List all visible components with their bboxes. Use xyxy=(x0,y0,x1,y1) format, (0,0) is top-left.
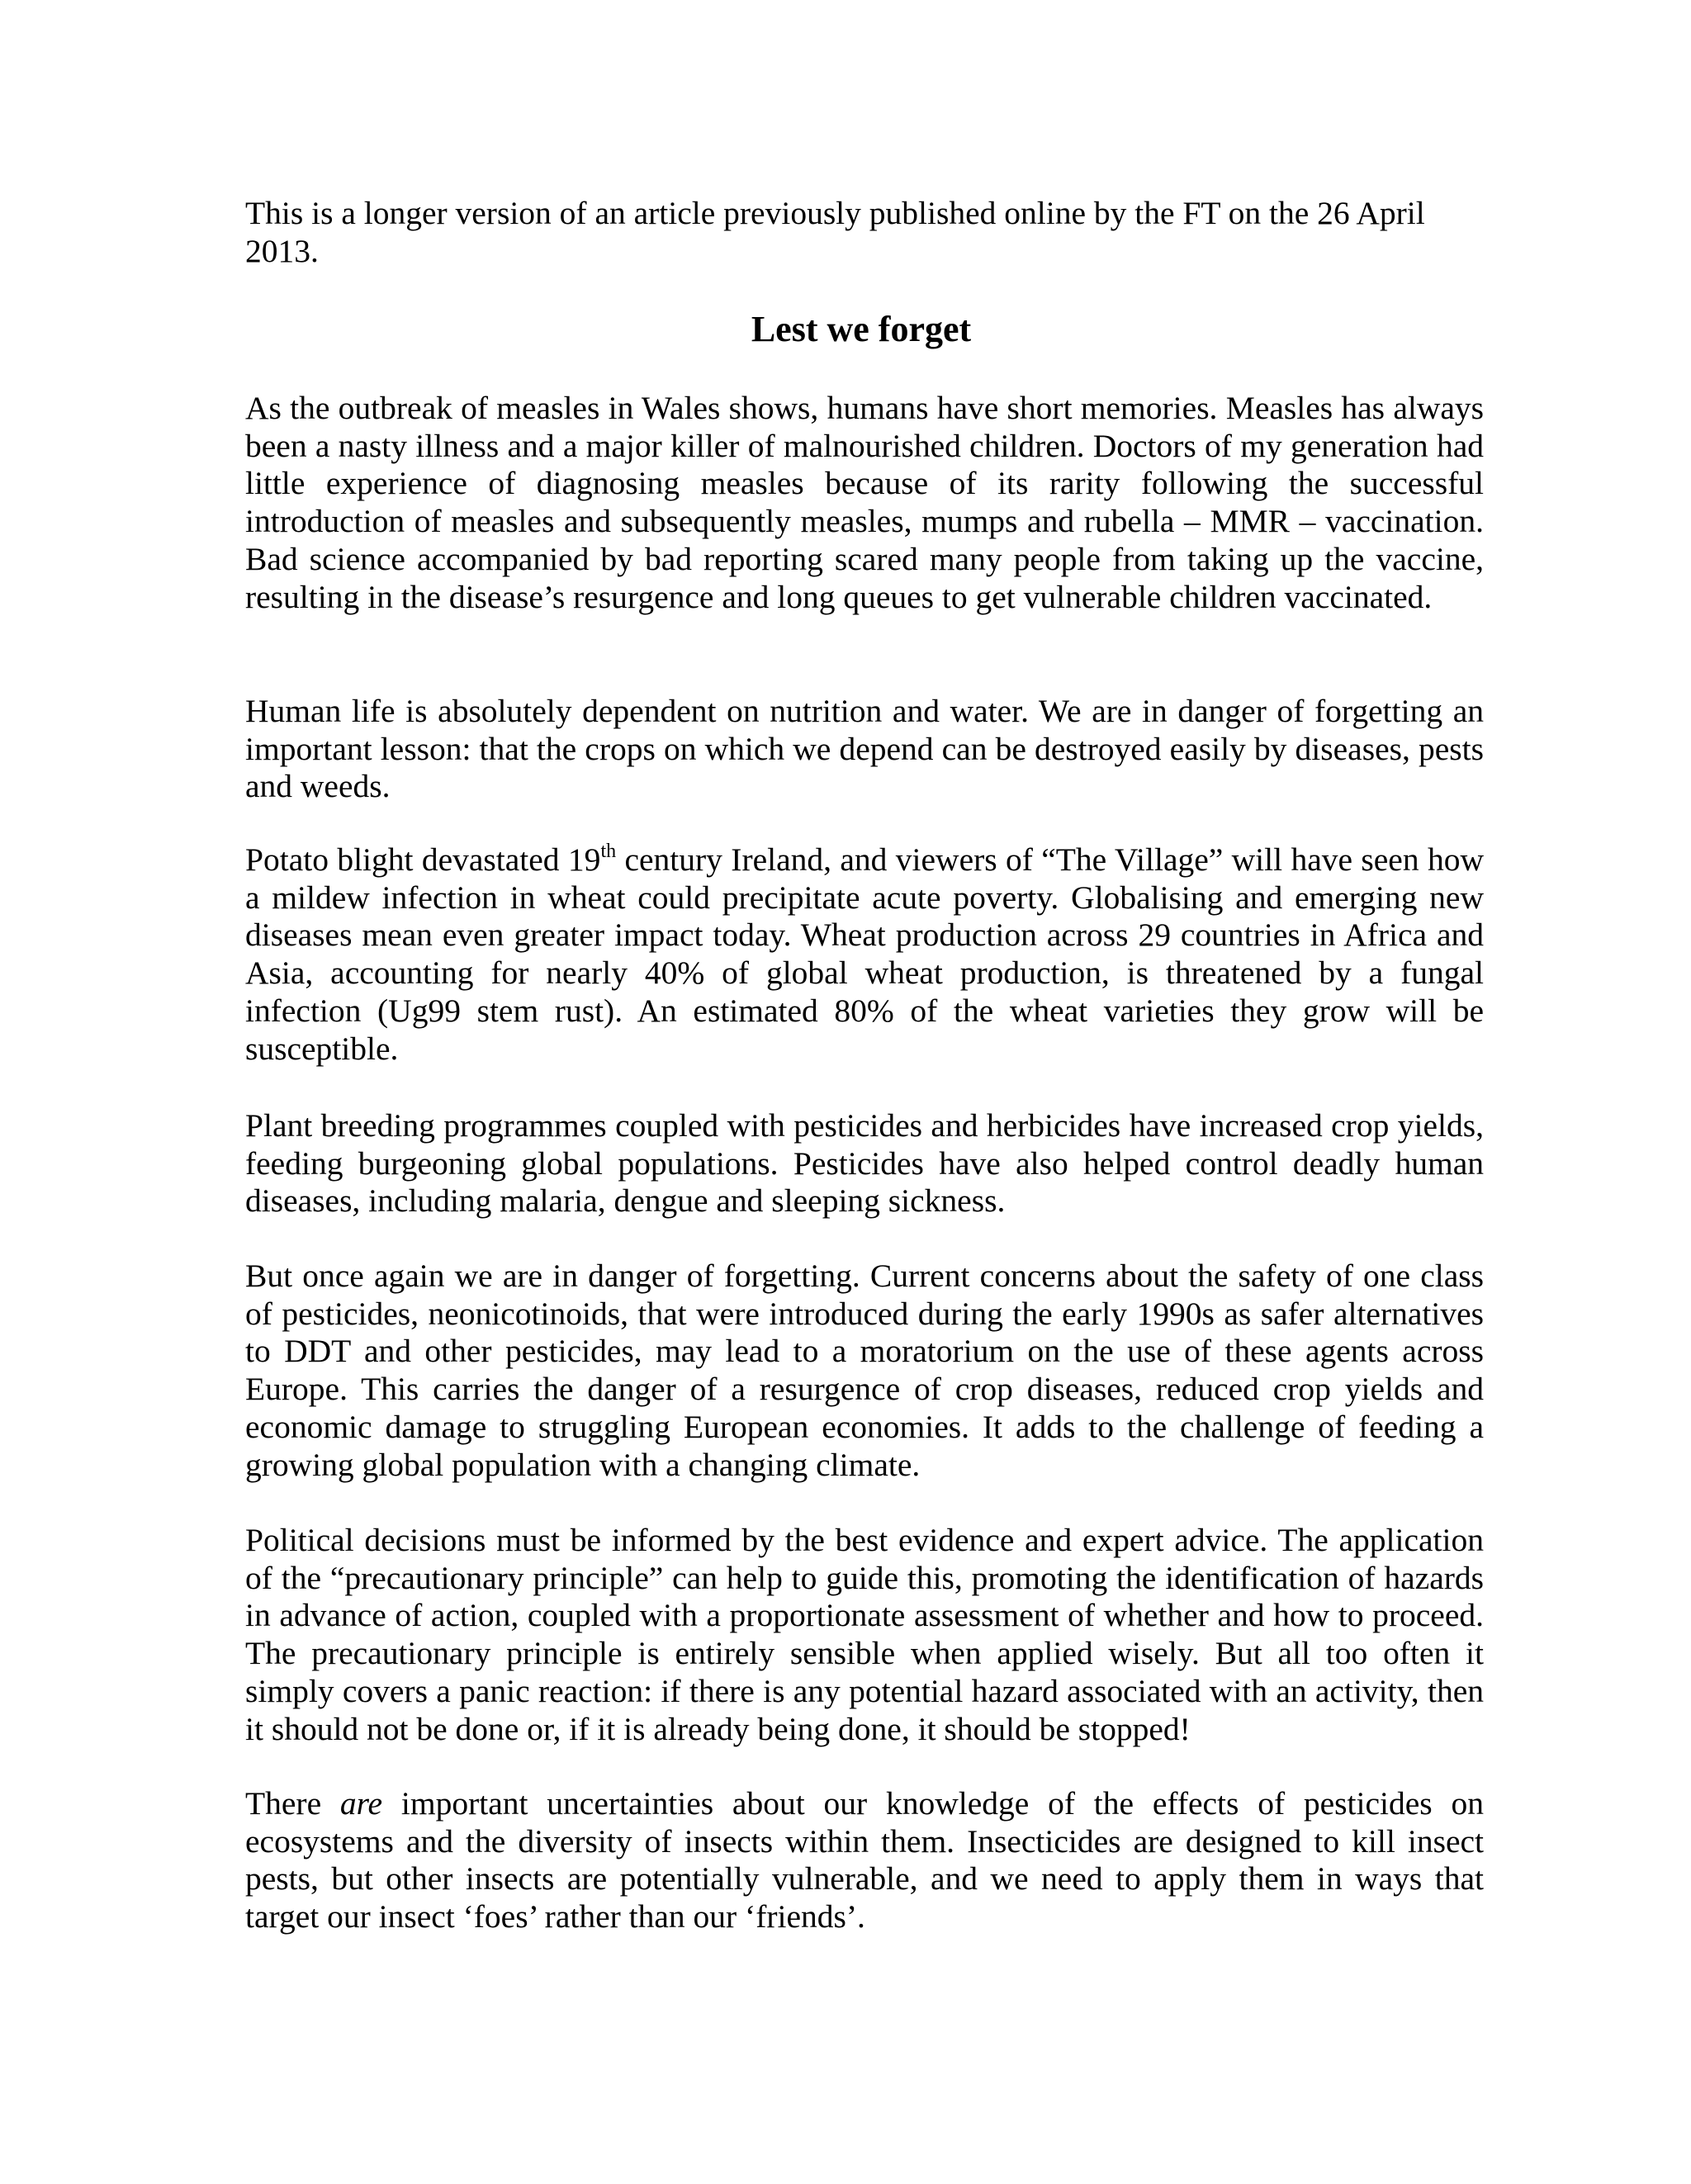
p3-text-a: Potato blight devastated 19 xyxy=(245,841,601,878)
paragraph-3 xyxy=(245,841,1484,1068)
p7-text-b: important uncertainties about our knowledge of the effects of pesticides on ecosystems and the diversity of insects within them. Insecticides are designed to kill insect pests, but other insects are potentially vulnerable, and we need to apply them in ways that target our insect ‘foes’ rather than our ‘friends’. xyxy=(245,1785,1484,1935)
paragraph-6: Political decisions must be informed by the best evidence and expert advice. The application of the “precautionary principle” can help to guide this, promoting the identification of hazards in advance of action, coupled with a proportionate assessment of whether and how to proceed. The precautionary principle is entirely sensible when applied wisely. But all too often it simply covers a panic reaction: if there is any potential hazard associated with an activity, then it should not be done or, if it is already being done, it should be stopped! xyxy=(245,1522,1484,1747)
p3-text-b: century Ireland, and viewers of “The Village” will have seen how a mildew infection in wheat could precipitate acute poverty. Globalising and emerging new diseases mean even greater impact today. Wheat production across 29 countries in Africa and Asia, accounting for nearly 40% of global wheat production, is threatened by a fungal infection (Ug99 stem rust). An estimated 80% of the wheat varieties they grow will be susceptible. xyxy=(245,841,1484,1067)
p7-text-a: There xyxy=(245,1785,340,1822)
paragraph-2: Human life is absolutely dependent on nutrition and water. We are in danger of forgetting an important lesson: that the crops on which we depend can be destroyed easily by diseases, pests and weeds. xyxy=(245,693,1484,805)
paragraph-1: As the outbreak of measles in Wales shows, humans have short memories. Measles has always been a nasty illness and a major killer of malnourished children. Doctors of my generation had little experience of diagnosing measles because of its rarity following the successful introduction of measles and subsequently measles, mumps and rubella – MMR – vaccination. Bad science accompanied by bad reporting scared many people from taking up the vaccine, resulting in the disease’s resurgence and long queues to get vulnerable children vaccinated. xyxy=(245,390,1484,615)
paragraph-4: Plant breeding programmes coupled with pesticides and herbicides have increased crop yields, feeding burgeoning global populations. Pesticides have also helped control deadly human diseases, including malaria, dengue and sleeping sickness. xyxy=(245,1107,1484,1220)
p3-superscript: th xyxy=(600,841,617,862)
paragraph-7 xyxy=(245,1785,1484,1936)
p7-emphasis: are xyxy=(339,1785,383,1822)
article-title: Lest we forget xyxy=(751,309,972,349)
paragraph-5: But once again we are in danger of forgetting. Current concerns about the safety of one class of pesticides, neonicotinoids, that were introduced during the early 1990s as safer alternatives to DDT and other pesticides, may lead to a moratorium on the use of these agents across Europe. This carries the danger of a resurgence of crop diseases, reduced crop yields and economic damage to struggling European economies. It adds to the challenge of feeding a growing global population with a changing climate. xyxy=(245,1258,1484,1483)
intro-note: This is a longer version of an article previously published online by the FT on the 26 April 2013. xyxy=(245,195,1425,269)
